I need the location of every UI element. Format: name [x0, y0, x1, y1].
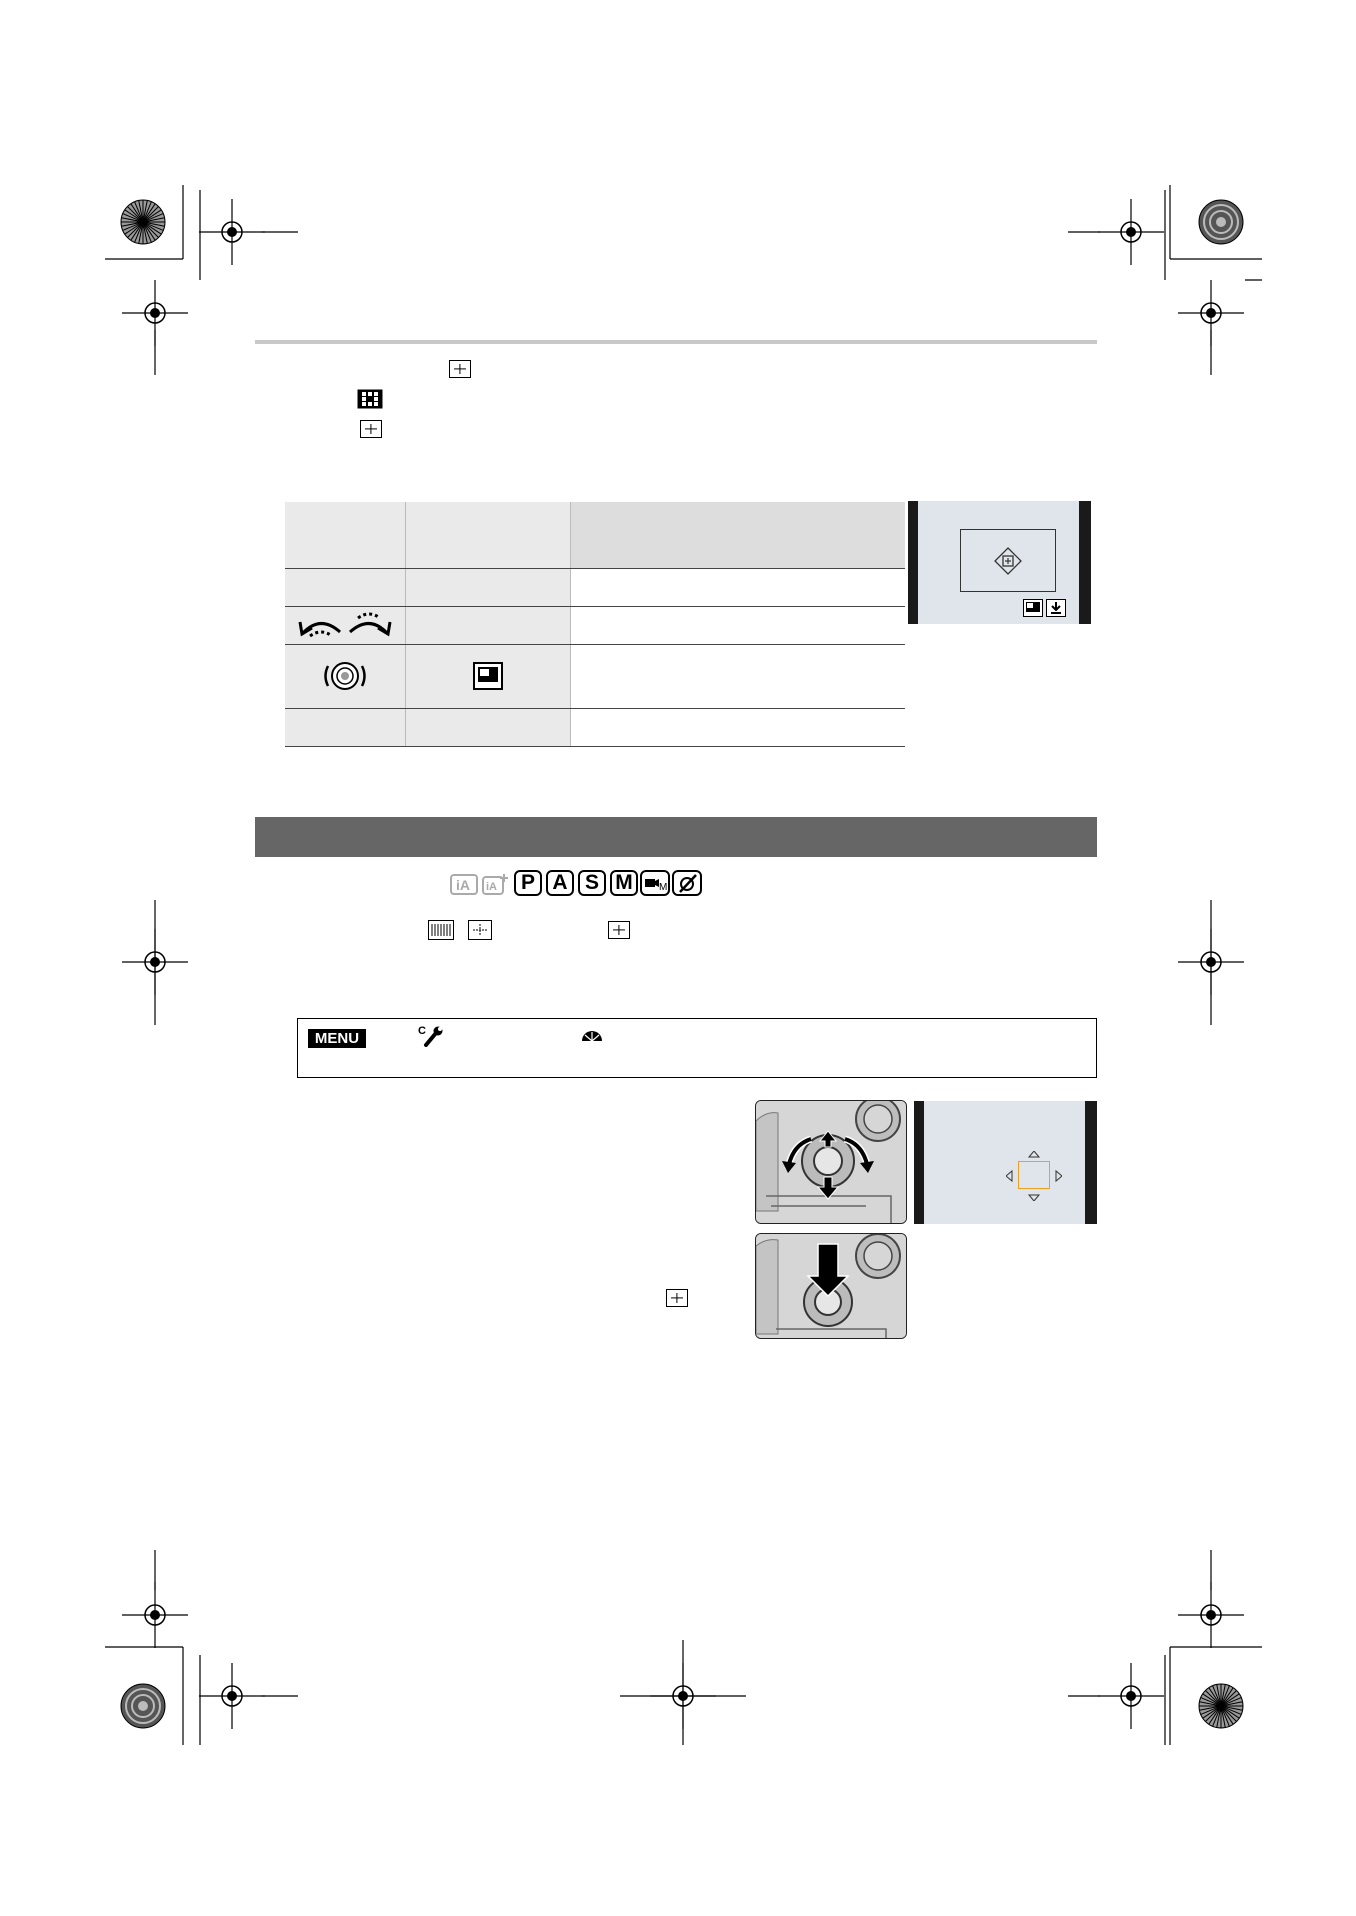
ia-mode-icon: [450, 872, 478, 896]
af-frame-plus-icon: [608, 921, 630, 939]
af-frame-plus-icon: [360, 420, 382, 438]
creative-video-icon: [640, 870, 670, 896]
table-cell: [405, 568, 570, 606]
table-cell: [570, 644, 905, 708]
table-cell: [405, 606, 570, 644]
af-frame-plus-icon: [666, 1289, 688, 1307]
table-header-cell: [570, 502, 905, 568]
operations-table: [285, 502, 905, 747]
window-icon: [473, 662, 503, 690]
multi-area-icon: [357, 389, 383, 409]
move-cross-icon: [993, 546, 1023, 576]
table-cell: [405, 708, 570, 746]
table-cell: [570, 568, 905, 606]
download-icon: [1046, 599, 1066, 617]
menu-badge: MENU: [308, 1029, 366, 1048]
table-cell: [285, 606, 405, 644]
custom-gear-icon: [579, 1028, 605, 1044]
camera-joystick-photo-press: [755, 1233, 907, 1339]
direction-arrows-icon: [1006, 1151, 1062, 1201]
mode-key-a: A: [546, 870, 574, 896]
table-row: [285, 708, 905, 746]
mode-key-p: P: [514, 870, 542, 896]
front-rear-dial-icon: [290, 608, 400, 642]
table-header-cell: [405, 502, 570, 568]
svg-text:iA: iA: [456, 877, 470, 893]
table-header-cell: [285, 502, 405, 568]
svg-text:iA: iA: [486, 881, 497, 893]
table-cell: [285, 568, 405, 606]
header-rule: [255, 340, 1097, 344]
camera-joystick-photo-move: [755, 1100, 907, 1224]
table-row: [285, 644, 905, 708]
table-cell: [405, 644, 570, 708]
table-cell: [570, 606, 905, 644]
svg-text:M: M: [659, 882, 668, 893]
svg-text:C: C: [418, 1025, 426, 1037]
ia-plus-mode-icon: [482, 872, 510, 896]
table-cell: [570, 708, 905, 746]
table-cell: [285, 708, 405, 746]
window-icon: [1023, 599, 1043, 617]
creative-control-icon: [672, 870, 702, 896]
pinpoint-icon: [468, 920, 492, 940]
menu-path-box: [297, 1018, 1097, 1078]
control-dial-icon: [320, 656, 370, 696]
section-title-bar: [255, 817, 1097, 857]
table-cell: [285, 644, 405, 708]
table-header-row: [285, 502, 905, 568]
monitor-screen-af-point: [914, 1101, 1097, 1224]
mode-key-m: M: [610, 870, 638, 896]
table-row: [285, 568, 905, 606]
custom-wrench-icon: [418, 1023, 444, 1047]
table-row: [285, 606, 905, 644]
custom-multi-icon: [428, 920, 454, 940]
monitor-screen-af-area: [908, 501, 1091, 624]
mode-key-s: S: [578, 870, 606, 896]
af-frame-plus-icon: [449, 360, 471, 378]
